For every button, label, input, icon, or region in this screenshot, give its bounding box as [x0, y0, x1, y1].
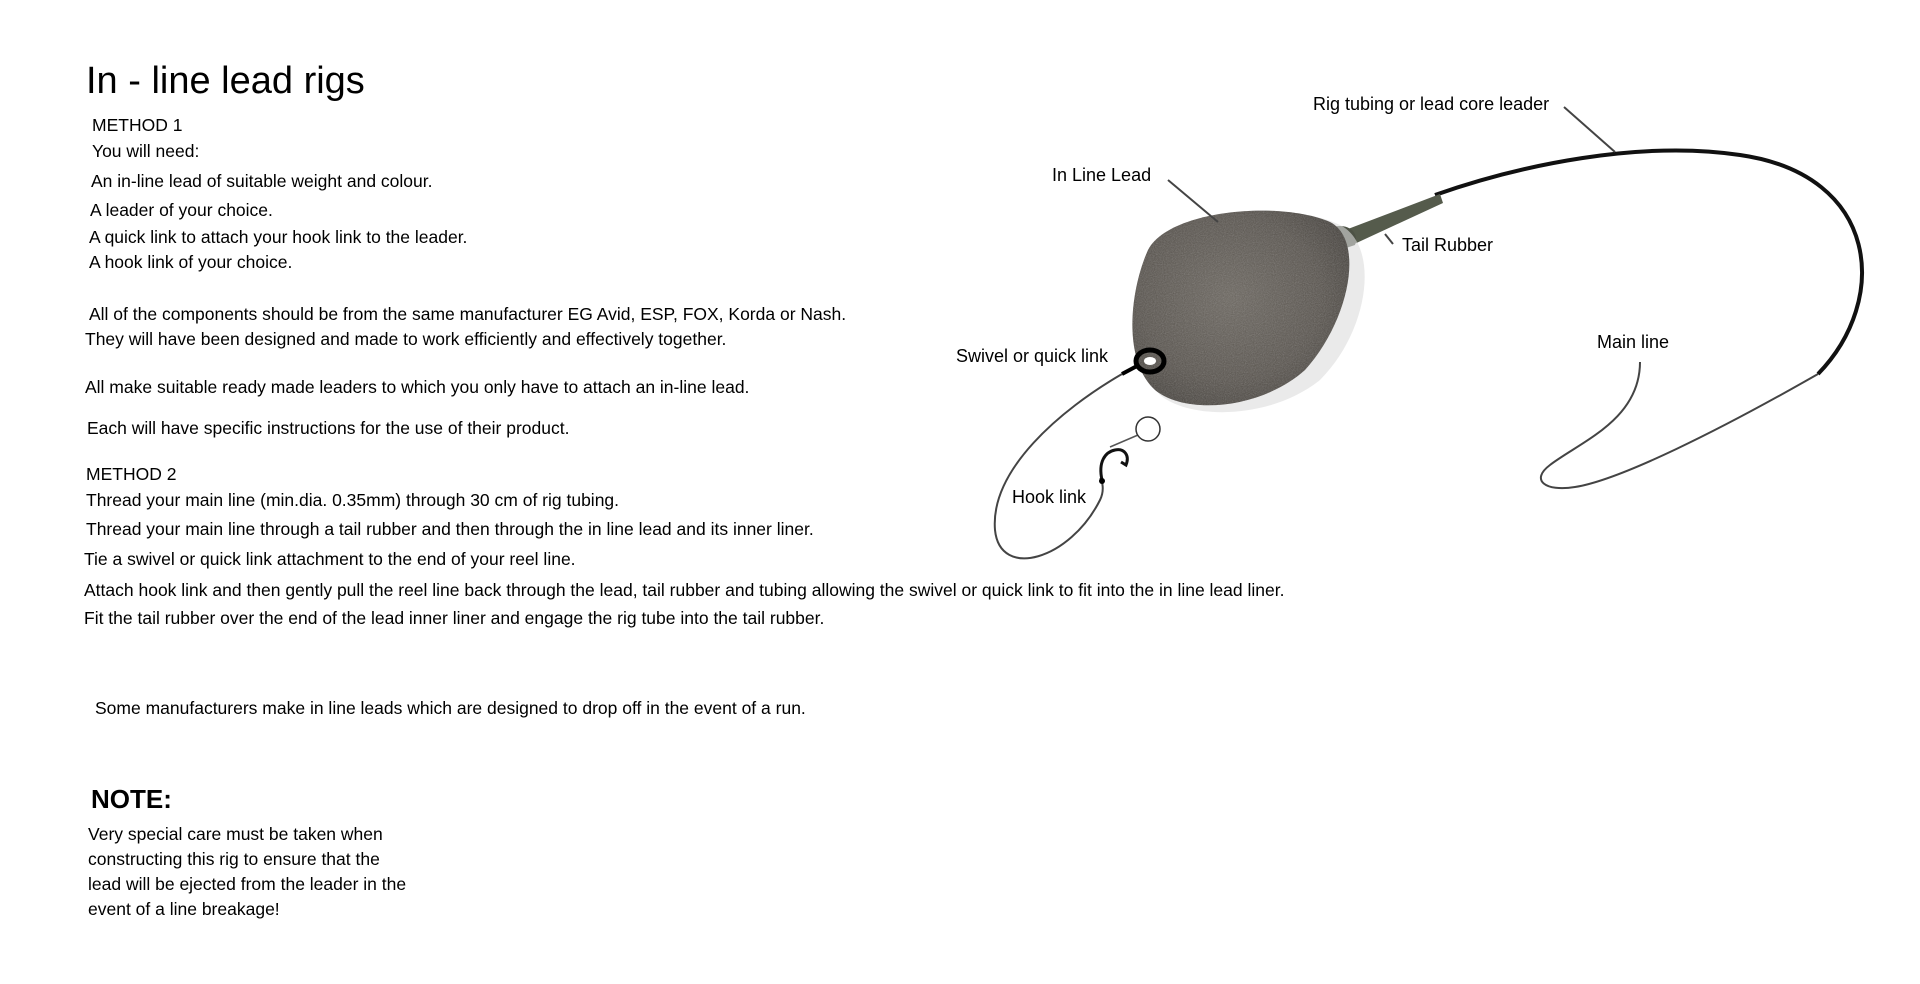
method1-item: An in-line lead of suitable weight and colour.	[91, 171, 433, 191]
method1-heading: METHOD 1	[92, 115, 183, 135]
note-line: event of a line breakage!	[88, 899, 280, 919]
label-tail-rubber: Tail Rubber	[1402, 235, 1494, 255]
method2-heading: METHOD 2	[86, 464, 177, 484]
note-line: constructing this rig to ensure that the	[88, 849, 380, 869]
page-title: In - line lead rigs	[86, 60, 365, 102]
method1-item: A hook link of your choice.	[89, 252, 293, 272]
method1-paragraph: All make suitable ready made leaders to which you only have to attach an in-line lead.	[85, 377, 750, 397]
method2-step: Fit the tail rubber over the end of the lead inner liner and engage the rig tube into the tail rubber.	[84, 608, 825, 628]
label-swivel: Swivel or quick link	[956, 346, 1109, 366]
main-line	[1541, 362, 1818, 488]
method2-step: Tie a swivel or quick link attachment to the end of your reel line.	[84, 549, 576, 569]
note-heading: NOTE:	[91, 784, 172, 814]
note-line: Very special care must be taken when	[88, 824, 383, 844]
note-line: lead will be ejected from the leader in the	[88, 874, 407, 894]
method1-item: A leader of your choice.	[90, 200, 273, 220]
method1-paragraph: All of the components should be from the same manufacturer EG Avid, ESP, FOX, Korda or Nash.	[89, 304, 847, 324]
bait-icon	[1136, 417, 1160, 441]
method2-step: Thread your main line through a tail rubber and then through the in line lead and its inner liner.	[86, 519, 814, 539]
method2-step: Thread your main line (min.dia. 0.35mm) through 30 cm of rig tubing.	[86, 490, 620, 510]
hook-link	[995, 374, 1122, 558]
method2-step: Attach hook link and then gently pull the reel line back through the lead, tail rubber and tubing allowing the swivel or quick link to fit into the in line lead liner.	[84, 580, 1285, 600]
method1-item: A quick link to attach your hook link to the leader.	[89, 227, 468, 247]
label-rig-tubing: Rig tubing or lead core leader	[1313, 94, 1550, 114]
label-hook-link: Hook link	[1012, 487, 1087, 507]
method1-intro: You will need:	[92, 141, 200, 161]
drop-off-note: Some manufacturers make in line leads which are designed to drop off in the event of a run.	[95, 698, 806, 718]
hook-icon	[1101, 450, 1127, 480]
method1-paragraph: Each will have specific instructions for the use of their product.	[87, 418, 570, 438]
method1-paragraph: They will have been designed and made to work efficiently and effectively together.	[85, 329, 727, 349]
label-main-line: Main line	[1597, 332, 1670, 352]
label-in-line-lead: In Line Lead	[1052, 165, 1152, 185]
